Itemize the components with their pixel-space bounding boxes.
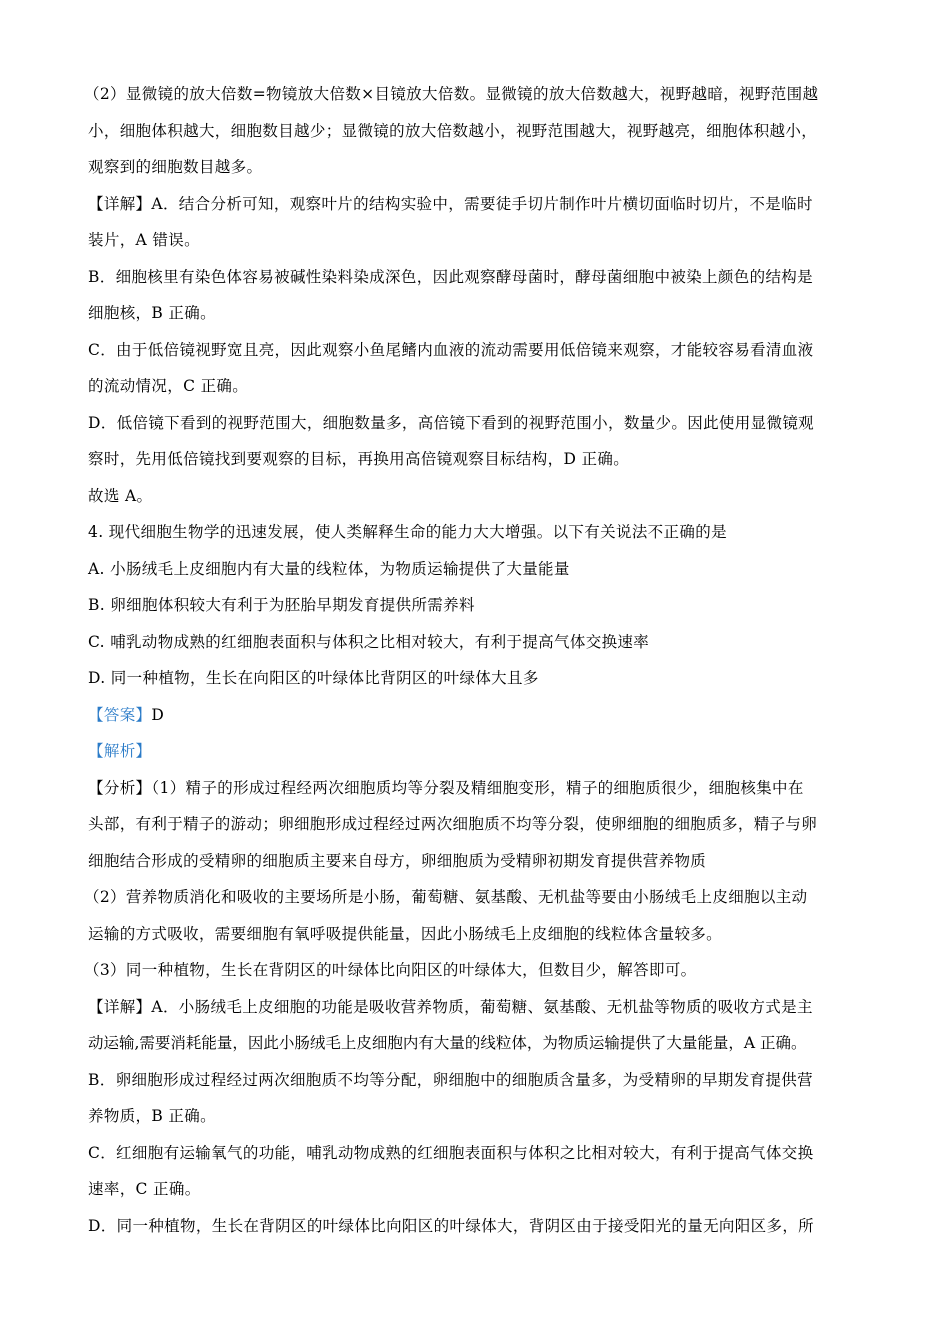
- text-line: 头部，有利于精子的游动；卵细胞形成过程经过两次细胞质不均等分裂，使卵细胞的细胞质多，精子与卵: [88, 815, 818, 833]
- option-a: A. 小肠绒毛上皮细胞内有大量的线粒体，为物质运输提供了大量能量: [88, 559, 570, 578]
- option-d: D. 同一种植物，生长在向阳区的叶绿体比背阴区的叶绿体大且多: [88, 669, 539, 687]
- text-line: 运输的方式吸收，需要细胞有氧呼吸提供能量，因此小肠绒毛上皮细胞的线粒体含量较多。: [88, 924, 723, 943]
- document-body: [84, 76, 863, 1244]
- text-line: B．卵细胞形成过程经过两次细胞质不均等分配，卵细胞中的细胞质含量多，为受精卵的早期发育提供营: [88, 1070, 813, 1089]
- text-line: 察时，先用低倍镜找到要观察的目标，再换用高倍镜观察目标结构，D 正确。: [88, 450, 630, 468]
- text-line: 【详解】A．小肠绒毛上皮细胞的功能是吸收营养物质，葡萄糖、氨基酸、无机盐等物质的吸收方式是主: [88, 997, 813, 1016]
- text-line: 细胞结合形成的受精卵的细胞质主要来自母方，卵细胞质为受精卵初期发育提供营养物质: [88, 851, 707, 870]
- question-stem: 4. 现代细胞生物学的迅速发展，使人类解释生命的能力大大增强。以下有关说法不正确的是: [88, 523, 727, 541]
- text-line: C．由于低倍镜视野宽且亮，因此观察小鱼尾鳍内血液的流动需要用低倍镜来观察，才能较容易看清血液: [88, 340, 814, 359]
- text-line: 的流动情况，C 正确。: [88, 377, 249, 395]
- text-line: D．低倍镜下看到的视野范围大，细胞数量多，高倍镜下看到的视野范围小，数量少。因此使用显微镜观: [88, 413, 815, 432]
- text-line: 动运输,需要消耗能量，因此小肠绒毛上皮细胞内有大量的线粒体，为物质运输提供了大量能量，A 正确。: [88, 1034, 807, 1052]
- text-line: 故选 A。: [88, 486, 153, 505]
- text-line: （3）同一种植物，生长在背阴区的叶绿体比向阳区的叶绿体大，但数目少，解答即可。: [84, 961, 697, 979]
- text-line: D．同一种植物，生长在背阴区的叶绿体比向阳区的叶绿体大，背阴区由于接受阳光的量无向阳区多，所: [88, 1216, 815, 1235]
- text-line: 【分析】（1）精子的形成过程经两次细胞质均等分裂及精细胞变形，精子的细胞质很少，细胞核集中在: [88, 778, 804, 797]
- option-b: B. 卵细胞体积较大有利于为胚胎早期发育提供所需养料: [88, 596, 475, 614]
- analysis-label: 【解析】: [88, 742, 152, 760]
- option-c: C. 哺乳动物成熟的红细胞表面积与体积之比相对较大，有利于提高气体交换速率: [88, 632, 650, 651]
- text-line: 细胞核，B 正确。: [88, 304, 216, 322]
- text-line: C．红细胞有运输氧气的功能，哺乳动物成熟的红细胞表面积与体积之比相对较大，有利于提高气体交换: [88, 1143, 814, 1162]
- text-line: B．细胞核里有染色体容易被碱性染料染成深色，因此观察酵母菌时，酵母菌细胞中被染上颜色的结构是: [88, 267, 813, 286]
- text-line: 小，细胞体积越大，细胞数目越少；显微镜的放大倍数越小，视野范围越大，视野越亮，细胞体积越小，: [88, 121, 818, 140]
- text-line: （2）营养物质消化和吸收的主要场所是小肠，葡萄糖、氨基酸、无机盐等要由小肠绒毛上皮细胞以主动: [84, 888, 808, 906]
- text-line: （2）显微镜的放大倍数=物镜放大倍数×目镜放大倍数。显微镜的放大倍数越大，视野越暗，视野范围越: [84, 85, 819, 103]
- text-line: 养物质，B 正确。: [88, 1107, 216, 1125]
- answer-line: [88, 697, 863, 734]
- text-line: 装片，A 错误。: [88, 231, 200, 249]
- text-line: 速率，C 正确。: [88, 1180, 201, 1198]
- text-line: 【详解】A．结合分析可知，观察叶片的结构实验中，需要徒手切片制作叶片横切面临时切片，不是临时: [88, 194, 813, 213]
- answer-label: 【答案】: [88, 705, 152, 724]
- answer-value: D: [151, 705, 165, 724]
- text-line: 观察到的细胞数目越多。: [88, 158, 263, 176]
